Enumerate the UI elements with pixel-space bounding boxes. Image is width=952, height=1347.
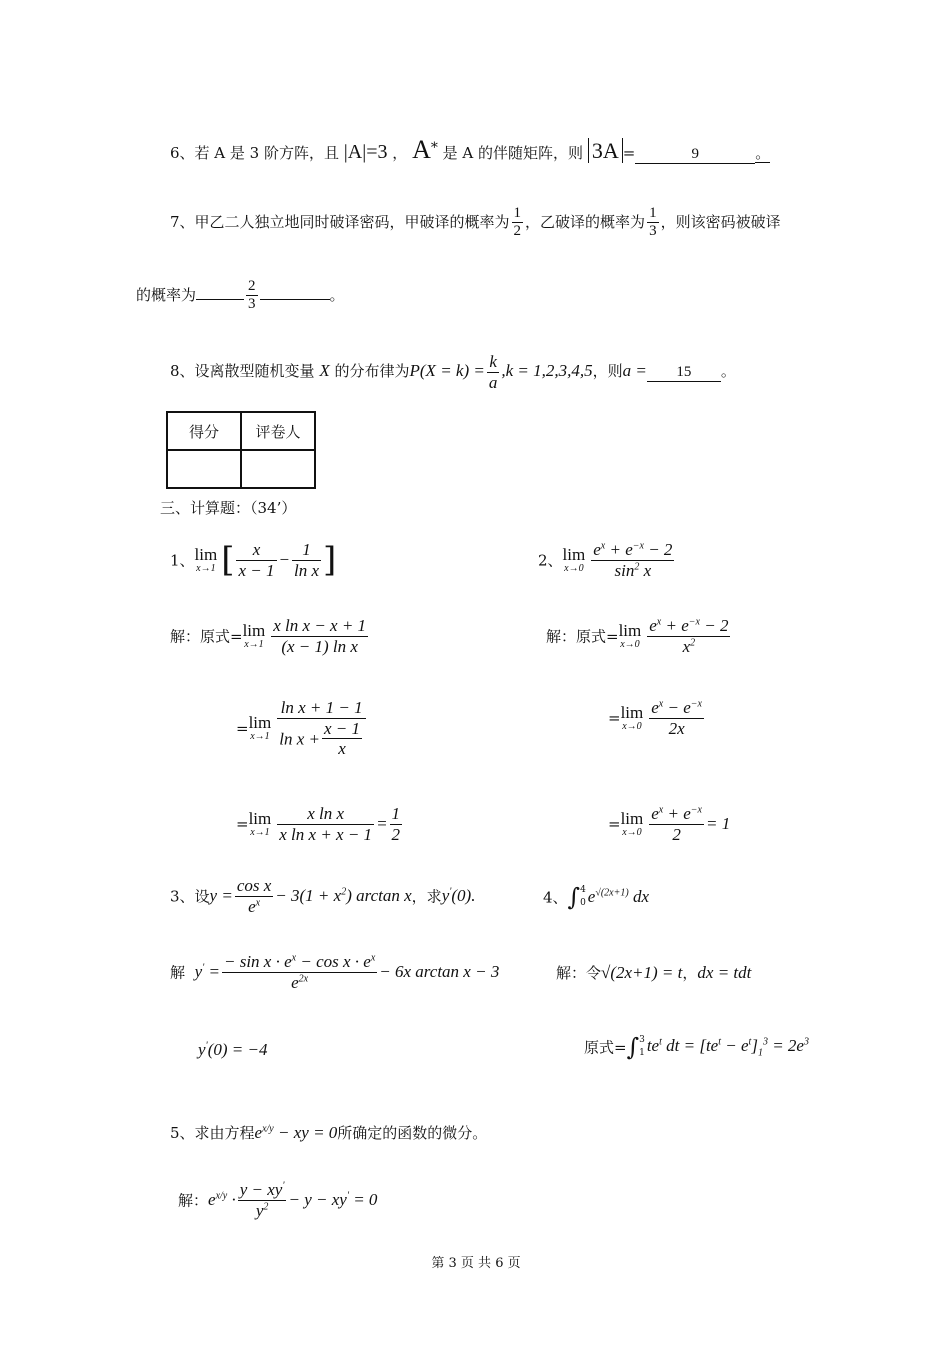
solution-3-line-2: y'(0) = −4 — [198, 1040, 268, 1059]
q7-text-a: 7、甲乙二人独立地同时破译密码，甲破译的概率为 — [170, 212, 510, 231]
q7-p1-fraction: $\frac{1}{2}$ — [513, 205, 522, 240]
grader-cell — [241, 450, 315, 488]
q8-then: ，则 — [592, 362, 623, 381]
q6-a-star: A — [412, 135, 431, 164]
question-7-line-1 — [170, 205, 781, 241]
q6-prefix: 6、若 A 是 3 阶方阵，且 — [170, 144, 339, 162]
page-footer: 第 3 页 共 6 页 — [431, 1256, 521, 1271]
question-8 — [170, 352, 736, 392]
solution-1-line-1: 解：原式= lim x→1 $\frac{\text{x ln x − x + 1}}{\text{(x − 1) ln x}}$ — [170, 616, 367, 656]
problem-2: 2、 lim x→0 $\frac{e^x + e^{-x} - 2}{\sin^2 x}$ — [538, 540, 673, 580]
question-6 — [170, 135, 770, 165]
q7-line2: 的概率为 — [136, 285, 197, 304]
q7-answer-fraction: $\frac{2}{3}$ — [248, 278, 256, 313]
q8-var: X — [319, 361, 330, 381]
q8-a-eq: a = — [622, 361, 647, 381]
score-table — [166, 411, 316, 489]
q6-answer: 9 — [635, 146, 755, 164]
q8-fraction: $\frac{k}{a}$ — [488, 352, 498, 392]
section-3-title: 三、计算题：（34’） — [160, 499, 297, 517]
solution-2-line-2: = lim x→0 $\frac{e^x - e^{-x}}{2x}$ — [608, 698, 702, 738]
solution-2-line-3: = lim x→0 $\frac{e^x + e^{-x}}{2}$ = 1 — [608, 804, 731, 844]
problem-4: 4、∫ 4 0 $e^{√(2x+1)}$ dx — [543, 883, 649, 911]
q6-eq: = — [622, 144, 636, 162]
q6-end: 。 — [755, 144, 771, 162]
q7-text-b: ，乙破译的概率为 — [525, 212, 646, 231]
problem-3: 3、设y = $\frac{\text{cos x}}{e^x}$ − $3(1 + x^2)$ arctan x，求y'(0). — [170, 876, 476, 916]
solution-1-line-2: = lim x→1 ln x + 1 − 1 ln x + $\frac{x - 1}{x}$ — [236, 698, 368, 759]
p2-fraction: $\frac{e^x + e^{-x} - 2}{\sin^2 x}$ — [593, 540, 673, 580]
q7-end: 。 — [329, 285, 345, 304]
q8-pexpr: P(X = k) = — [409, 361, 485, 381]
solution-3-line-1: 解 y' = $\frac{- \sin x \cdot e^x - \cos x \cdot e^x}{e^{2x}}$ − 6x arctan x − 3 — [170, 952, 500, 992]
problem-5: 5、求由方程$e^{x/y}$ − xy = 0所确定的函数的微分。 — [170, 1123, 488, 1142]
solution-5: 解：$e^{x/y}$ · $\frac{y - xy'}{y^2}$ − y − xy' = 0 — [178, 1180, 378, 1220]
q8-mid: 的分布律为 — [334, 362, 410, 381]
solution-1-line-3: = lim x→1 $\frac{\text{x ln x}}{\text{x ln x + x − 1}}$ = $\frac{1}{2}$ — [236, 804, 401, 844]
q6-mid: 是 A 的伴随矩阵，则 — [442, 144, 584, 162]
q8-answer: 15 — [647, 364, 721, 382]
q6-comma: ， — [392, 144, 408, 162]
score-header: 得分 — [167, 412, 241, 450]
q6-det-a: |A|=3 — [343, 141, 388, 163]
q8-prefix: 8、设离散型随机变量 — [170, 362, 315, 381]
q6-star: * — [430, 140, 438, 156]
grader-header: 评卷人 — [241, 412, 315, 450]
solution-4-line-2: 原式=∫ 3 1 $te^t$ dt = $[te^t - e^t]_1^3 = 2e^3$ — [584, 1033, 809, 1061]
solution-4-line-1: 解：令√(2x+1) = t，dx = tdt — [556, 963, 752, 982]
q7-text-c: ，则该密码被破译 — [660, 212, 781, 231]
q7-p2-fraction: $\frac{1}{3}$ — [649, 205, 657, 240]
q6-det-3a: 3A — [588, 138, 623, 163]
score-cell — [167, 450, 241, 488]
solution-2-line-1: 解：原式= lim x→0 $\frac{e^x + e^{-x} - 2}{x^2}$ — [546, 616, 729, 656]
question-7-line-2 — [136, 278, 345, 314]
q8-end: 。 — [720, 362, 736, 381]
q8-range: ,k = 1,2,3,4,5 — [501, 361, 593, 381]
problem-1: 1、 lim x→1 [ $\frac{x}{x - 1}$ − $\frac{1}{\text{ln x}}$ ] — [170, 540, 337, 581]
